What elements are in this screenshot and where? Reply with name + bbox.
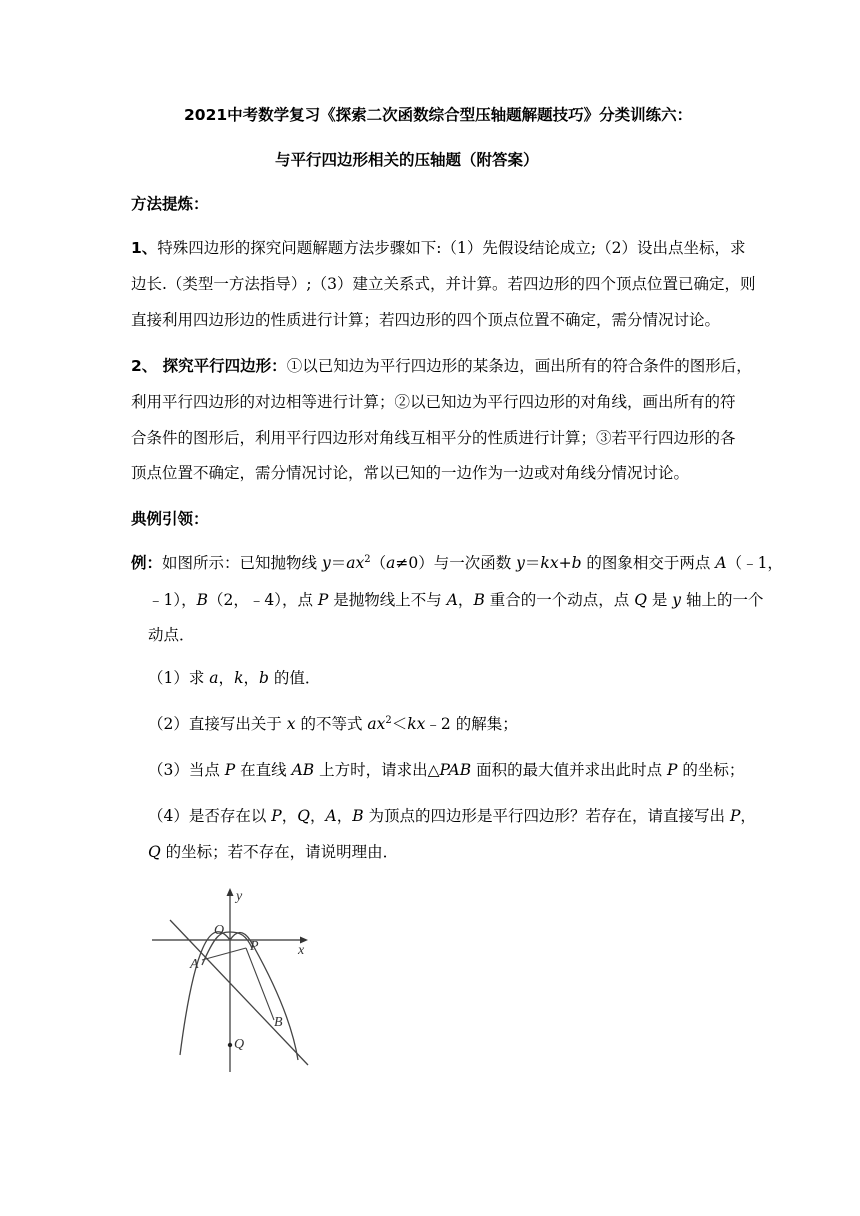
text-run: （3）当点 bbox=[148, 761, 225, 779]
point-p-label: P bbox=[250, 939, 259, 954]
text-run: ， bbox=[243, 669, 259, 687]
method-p2-line-1 bbox=[131, 356, 752, 376]
text-run: kx bbox=[407, 715, 426, 733]
text-run: ， bbox=[218, 669, 235, 687]
text-run: A bbox=[446, 591, 458, 609]
text-run: x bbox=[286, 715, 296, 733]
example-line-1 bbox=[131, 553, 783, 573]
text-run: （2）直接写出关于 bbox=[148, 715, 287, 733]
y-axis-label: y bbox=[236, 889, 243, 904]
text-run: AB bbox=[291, 761, 315, 779]
method-p1-line-3: 直接利用四边形边的性质进行计算；若四边形的四个顶点位置不确定，需分情况讨论。 bbox=[131, 311, 721, 329]
text-run: B bbox=[196, 591, 209, 609]
text-run: y bbox=[672, 591, 682, 609]
text-run: ， bbox=[281, 807, 298, 825]
text-run: ， bbox=[336, 807, 353, 825]
text-run: （﹣1， bbox=[726, 554, 783, 572]
text-run: 如图所示：已知抛物线 bbox=[162, 554, 322, 572]
text-run: 的图象相交于两点 bbox=[581, 554, 716, 572]
point-a-label: A bbox=[190, 957, 199, 972]
text-run: 上方时，请求出△ bbox=[314, 761, 440, 779]
text-run: 面积的最大值并求出此时点 bbox=[471, 761, 667, 779]
method-p1-line-2: 边长.（类型一方法指导）;（3）建立关系式，并计算。若四边形的四个顶点位置已确定，则 bbox=[131, 275, 756, 293]
text-run: P bbox=[317, 591, 329, 609]
text-run: ， bbox=[457, 591, 474, 609]
method-p1-text-1: 特殊四边形的探究问题解题方法步骤如下:（1）先假设结论成立;（2）设出点坐标，求 bbox=[157, 239, 746, 257]
text-run: P bbox=[667, 761, 678, 779]
text-run: ＜ bbox=[391, 715, 408, 733]
point-q-label: Q bbox=[234, 1037, 245, 1052]
text-run: kx bbox=[540, 554, 559, 572]
text-run: ＝ bbox=[330, 554, 347, 572]
text-run: PAB bbox=[439, 761, 472, 779]
parabola-figure bbox=[140, 880, 340, 1080]
text-run: 的不等式 bbox=[295, 715, 368, 733]
text-run: b bbox=[258, 669, 269, 687]
text-run: ≠0）与一次函数 bbox=[395, 554, 517, 572]
method-p2-line-2: 利用平行四边形的对边相等进行计算；②以已知边为平行四边形的对角线，画出所有的符 bbox=[131, 393, 736, 411]
question-4-line-1 bbox=[148, 806, 756, 826]
text-run: 轴上的一个 bbox=[681, 591, 764, 609]
text-run: A bbox=[715, 554, 727, 572]
text-run: ＝ bbox=[524, 554, 541, 572]
text-run: B bbox=[352, 807, 364, 825]
text-run: 重合的一个动点，点 bbox=[484, 591, 635, 609]
text-run: y bbox=[516, 554, 525, 572]
text-run: k bbox=[234, 669, 244, 687]
question-2 bbox=[148, 714, 518, 734]
text-run: ﹣2 的解集； bbox=[425, 715, 518, 733]
method-heading: 方法提炼： bbox=[131, 195, 209, 213]
point-b-label: B bbox=[274, 1015, 283, 1030]
method-p2-line-3: 合条件的图形后，利用平行四边形对角线互相平分的性质进行计算；③若平行四边形的各 bbox=[131, 429, 736, 447]
x-axis-label: x bbox=[298, 943, 305, 958]
text-run: B bbox=[473, 591, 485, 609]
question-4-line-2 bbox=[148, 842, 398, 862]
text-run: 为顶点的四边形是平行四边形？若存在，请直接写出 bbox=[363, 807, 730, 825]
example-line-2 bbox=[148, 590, 763, 610]
text-run: 的值． bbox=[268, 669, 321, 687]
origin-label: O bbox=[214, 923, 225, 938]
question-1 bbox=[148, 668, 320, 688]
text-run: （2，﹣4），点 bbox=[208, 591, 318, 609]
text-run: a bbox=[209, 669, 219, 687]
text-run: 是 bbox=[646, 591, 673, 609]
title-line-2: 与平行四边形相关的压轴题（附答案） bbox=[275, 151, 539, 169]
text-run: ， bbox=[740, 807, 756, 825]
method-p2-line-4: 顶点位置不确定，需分情况讨论，常以已知的一边作为一边或对角线分情况讨论。 bbox=[131, 464, 690, 482]
text-run: 在直线 bbox=[235, 761, 292, 779]
text-run: ， bbox=[309, 807, 326, 825]
text-run: 是抛物线上不与 bbox=[328, 591, 447, 609]
method-p2-lead: 2、 探究平行四边形： bbox=[131, 357, 287, 375]
text-run: （ bbox=[370, 554, 387, 572]
text-run: 2 bbox=[364, 553, 371, 565]
text-run: b bbox=[571, 554, 582, 572]
text-run: Q bbox=[148, 843, 161, 861]
text-run: A bbox=[325, 807, 337, 825]
text-run: ax bbox=[346, 554, 365, 572]
text-run: y bbox=[321, 554, 331, 572]
text-run: 的坐标；若不存在，请说明理由． bbox=[160, 843, 399, 861]
y-axis-arrow bbox=[227, 888, 234, 896]
text-run: Q bbox=[634, 591, 647, 609]
text-run: a bbox=[386, 554, 396, 572]
text-run: Q bbox=[297, 807, 310, 825]
text-run: P bbox=[224, 761, 236, 779]
example-line-3: 动点． bbox=[148, 626, 195, 644]
text-run: + bbox=[558, 554, 572, 572]
method-p2-text-1: ①以已知边为平行四边形的某条边，画出所有的符合条件的图形后， bbox=[286, 357, 752, 375]
method-p1-lead: 1、 bbox=[131, 239, 158, 257]
text-run: （4）是否存在以 bbox=[148, 807, 272, 825]
example-label: 例： bbox=[131, 554, 163, 572]
text-run: ﹣1）， bbox=[148, 591, 197, 609]
text-run: 的坐标； bbox=[677, 761, 745, 779]
method-p1-line-1 bbox=[131, 238, 745, 258]
text-run: 2 bbox=[385, 714, 392, 726]
point-q bbox=[228, 1043, 232, 1047]
text-run: P bbox=[271, 807, 282, 825]
text-run: ax bbox=[367, 715, 386, 733]
text-run: （1）求 bbox=[148, 669, 210, 687]
question-3 bbox=[148, 760, 744, 780]
example-heading: 典例引领： bbox=[131, 510, 209, 528]
text-run: P bbox=[729, 807, 741, 825]
title-line-1: 2021中考数学复习《探索二次函数综合型压轴题解题技巧》分类训练六： bbox=[184, 106, 693, 124]
